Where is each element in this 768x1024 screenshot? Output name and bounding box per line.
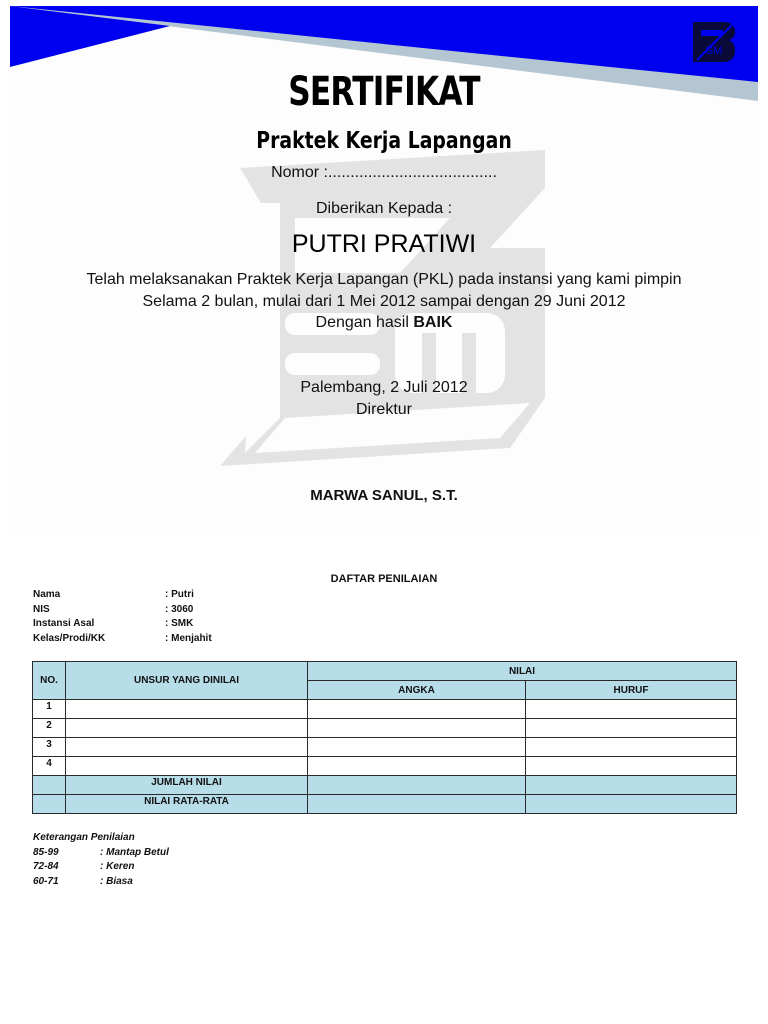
info-value: : Putri	[165, 589, 194, 600]
info-value: : Menjahit	[165, 632, 212, 644]
unsur-cell[interactable]	[66, 700, 308, 719]
table-row	[33, 738, 737, 757]
header-unsur: UNSUR YANG DINILAI	[66, 662, 308, 700]
given-to-label: Diberikan Kepada :	[315, 200, 453, 217]
legend-range: 85-99	[33, 846, 59, 858]
legend-range: 60-71	[33, 875, 59, 887]
row-number: 2	[33, 719, 66, 738]
angka-cell[interactable]	[308, 700, 526, 719]
legend-range: 72-84	[33, 861, 59, 872]
table-row	[33, 719, 737, 738]
info-value: : SMK	[165, 618, 194, 629]
info-row-nama	[33, 588, 212, 603]
empty-cell	[33, 776, 66, 795]
svg-text:SM: SM	[705, 45, 723, 57]
legend-desc: : Biasa	[100, 875, 133, 887]
row-number: 4	[33, 757, 66, 776]
info-label: Kelas/Prodi/KK	[33, 632, 106, 644]
summary-label: NILAI RATA-RATA	[66, 795, 308, 814]
legend-item	[33, 875, 169, 890]
row-number: 1	[33, 700, 66, 719]
info-label: NIS	[33, 603, 50, 615]
angka-cell[interactable]	[308, 738, 526, 757]
student-info	[33, 588, 212, 646]
recipient-name: PUTRI PRATIWI	[291, 230, 477, 258]
legend-item	[33, 846, 169, 861]
summary-row-total	[33, 776, 737, 795]
certificate-number: Nomor :......................................	[271, 164, 497, 181]
huruf-cell[interactable]	[526, 719, 737, 738]
header-angka: ANGKA	[308, 681, 526, 700]
empty-cell	[33, 795, 66, 814]
body-line-2: Selama 2 bulan, mulai dari 1 Mei 2012 sampai dengan 29 Juni 2012	[142, 293, 626, 310]
result-line	[0, 313, 768, 333]
summary-label: JUMLAH NILAI	[66, 776, 308, 795]
result-value: BAIK	[413, 314, 453, 331]
logo-icon	[689, 16, 739, 66]
body-line-1: Telah melaksanakan Praktek Kerja Lapangan (PKL) pada instansi yang kami pimpin	[86, 271, 682, 288]
huruf-cell[interactable]	[526, 757, 737, 776]
total-huruf-cell[interactable]	[526, 776, 737, 795]
angka-cell[interactable]	[308, 757, 526, 776]
huruf-cell[interactable]	[526, 738, 737, 757]
huruf-cell[interactable]	[526, 700, 737, 719]
grade-table	[32, 661, 737, 814]
header-nilai: NILAI	[308, 662, 737, 681]
info-row-kelas	[33, 632, 212, 647]
place-date: Palembang, 2 Juli 2012	[300, 379, 468, 396]
header-huruf: HURUF	[526, 681, 737, 700]
certificate-title: SERTIFIKAT	[288, 69, 480, 115]
header-no: NO.	[33, 662, 66, 700]
legend-desc: : Mantap Betul	[100, 846, 169, 858]
summary-row-average	[33, 795, 737, 814]
angka-cell[interactable]	[308, 719, 526, 738]
signer-title: Direktur	[355, 401, 412, 418]
info-row-nis	[33, 603, 212, 618]
grading-legend	[33, 831, 169, 889]
info-label: Instansi Asal	[33, 618, 95, 629]
table-row	[33, 700, 737, 719]
average-angka-cell[interactable]	[308, 795, 526, 814]
signer-name: MARWA SANUL, S.T.	[310, 487, 458, 504]
assessment-title: DAFTAR PENILAIAN	[330, 573, 438, 585]
table-row	[33, 757, 737, 776]
info-value: : 3060	[165, 603, 194, 615]
info-row-instansi	[33, 617, 212, 632]
legend-item	[33, 860, 169, 875]
row-number: 3	[33, 738, 66, 757]
certificate-subtitle: Praktek Kerja Lapangan	[256, 128, 512, 154]
legend-desc: : Keren	[100, 861, 135, 872]
unsur-cell[interactable]	[66, 757, 308, 776]
unsur-cell[interactable]	[66, 738, 308, 757]
average-huruf-cell[interactable]	[526, 795, 737, 814]
legend-title: Keterangan Penilaian	[33, 832, 135, 843]
info-label: Nama	[33, 589, 61, 600]
result-prefix: Dengan hasil	[315, 314, 414, 331]
total-angka-cell[interactable]	[308, 776, 526, 795]
unsur-cell[interactable]	[66, 719, 308, 738]
